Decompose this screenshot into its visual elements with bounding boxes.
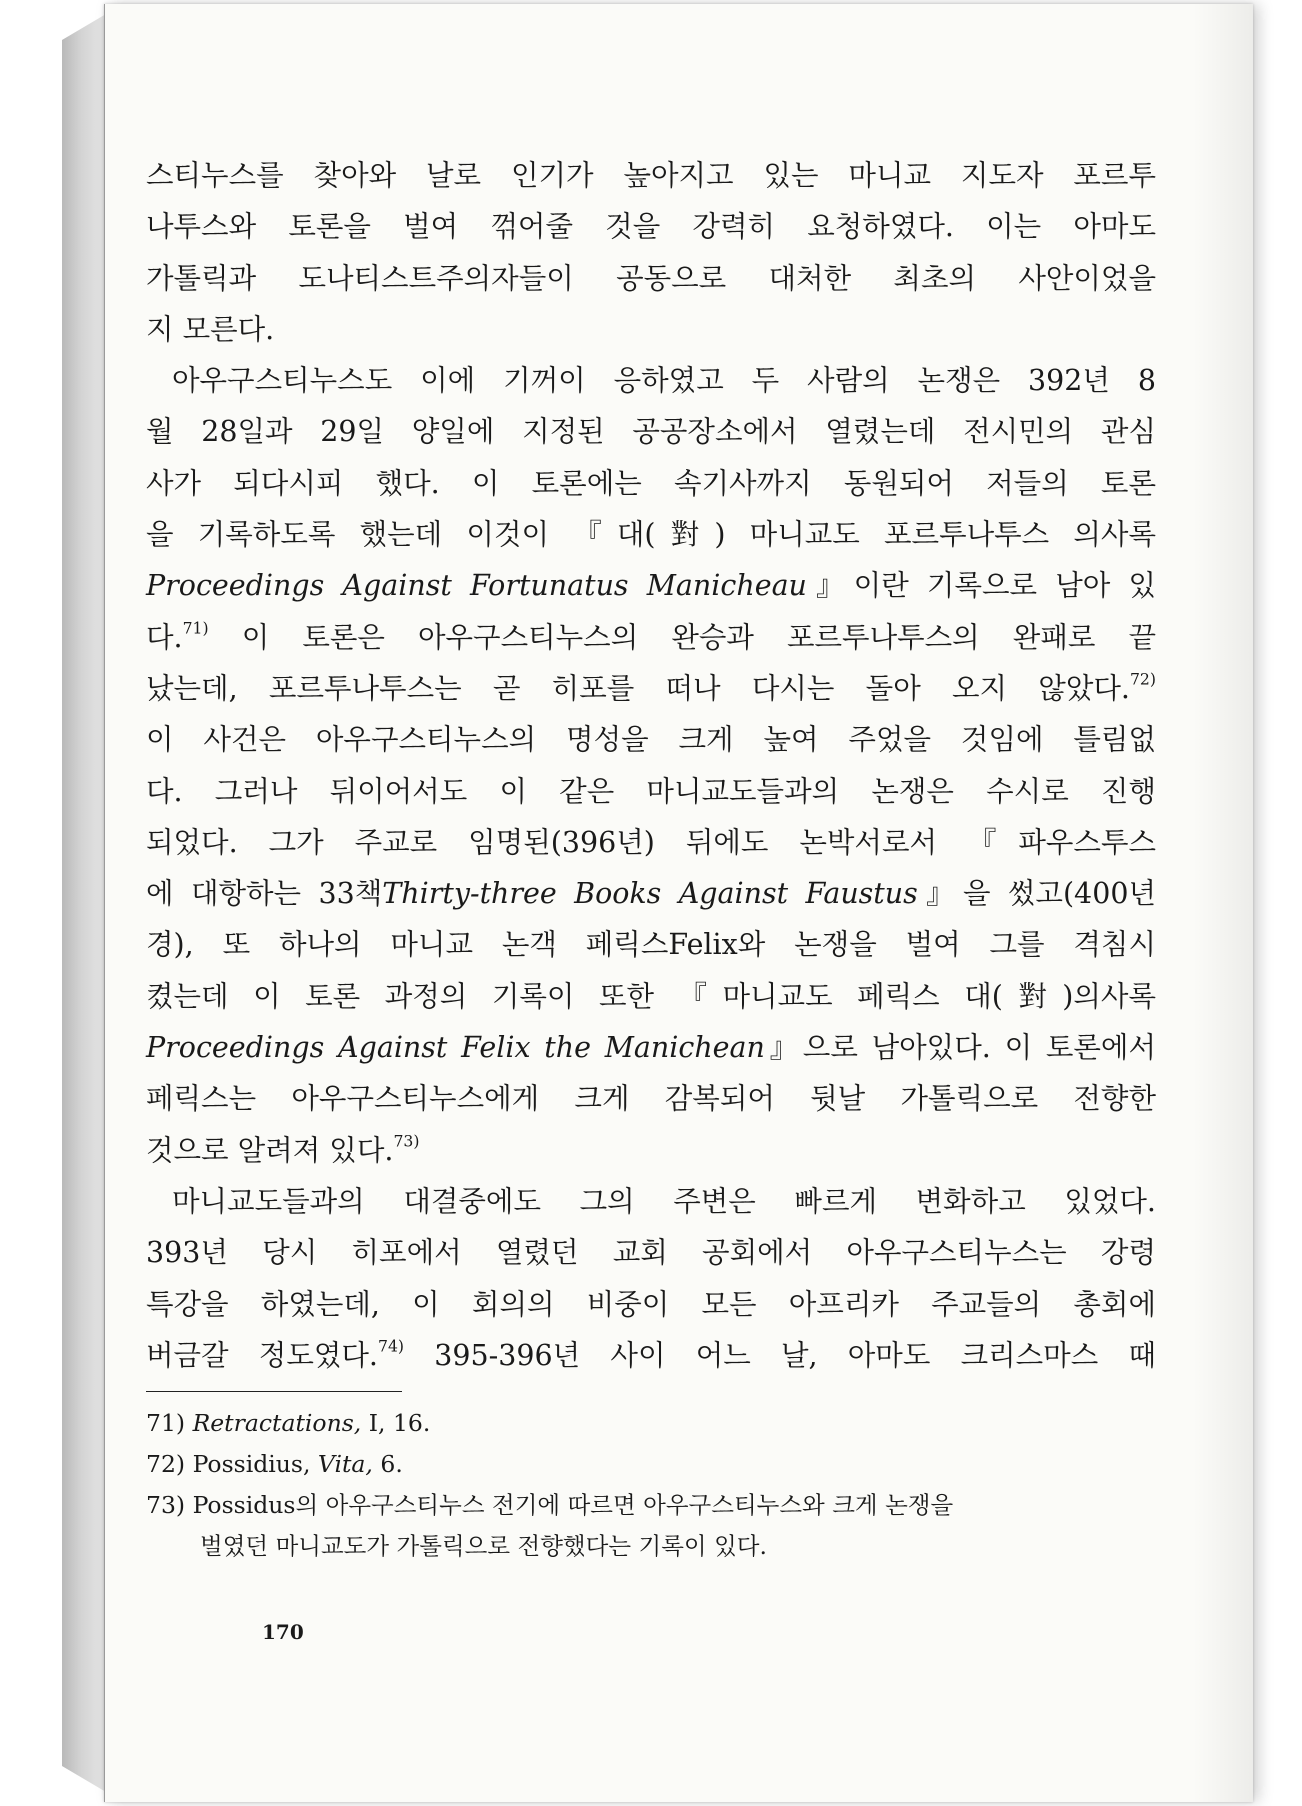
footnote-ref: 71) [182,618,209,638]
book-spine-edge [62,14,106,1792]
body-line: 다. 그러나 뒤이어서도 이 같은 마니교도들과의 논쟁은 수시로 진행 [146,774,1156,808]
text-run: 에 대항하는 33책 [146,877,383,911]
body-line: 특강을 하였는데, 이 회의의 비중이 모든 아프리카 주교들의 총회에 [146,1287,1156,1321]
body-text [146,150,1156,1381]
body-line [146,1022,1156,1073]
footnote [146,1485,1156,1526]
italic-title: Proceedings Against Fortunatus Manicheau [146,569,807,603]
italic-title: Vita, [317,1450,373,1478]
body-line: 나투스와 토론을 벌여 꺾어줄 것을 강력히 요청하였다. 이는 아마도 [146,210,1156,244]
body-line: 경), 또 하나의 마니교 논객 페릭스Felix와 논쟁을 벌여 그를 격침시 [146,928,1156,962]
footnote-ref: 72) [1129,669,1156,689]
footnote-divider [146,1391,402,1392]
body-line: 페릭스는 아우구스티누스에게 크게 감복되어 뒷날 가톨릭으로 전향한 [146,1082,1156,1116]
footnotes [146,1403,1156,1567]
body-line [146,560,1156,611]
text-run: Possidius, [192,1450,318,1478]
body-line: 스티누스를 찾아와 날로 인기가 높아지고 있는 마니교 지도자 포르투 [146,159,1156,192]
footnote [146,1444,1156,1485]
body-line: 마니교도들과의 대결중에도 그의 주변은 빠르게 변화하고 있었다. [172,1184,1156,1218]
italic-title: Thirty-three Books Against Faustus [382,877,918,911]
footnote-ref: 73) [393,1131,420,1151]
body-line: 393년 당시 히포에서 열렸던 교회 공회에서 아우구스티누스는 강령 [146,1236,1156,1270]
text-run: 』을 썼고(400년 [917,877,1156,911]
text-run: 6. [372,1450,403,1478]
text-run: 이 토론은 아우구스티누스의 완승과 포르투나투스의 완패로 끝 [208,620,1156,654]
text-run: 버금갈 정도였다. [146,1338,378,1372]
page-shading [1193,4,1253,1802]
body-line: 가톨릭과 도나티스트주의자들이 공동으로 대처한 최초의 사안이었을 [146,261,1156,295]
body-line: 을 기록하도록 했는데 이것이 『대(對) 마니교도 포르투나투스 의사록 [146,518,1156,552]
text-run: 것으로 알려져 있다. [146,1133,394,1167]
body-line [146,1330,1156,1381]
footnote-continuation: 벌였던 마니교도가 가톨릭으로 전향했다는 기록이 있다. [200,1532,767,1560]
page-number: 170 [262,1620,304,1644]
body-line [146,663,1156,714]
text-run: 』이란 기록으로 남아 있 [806,569,1156,603]
text-run: 다. [146,620,183,654]
body-line [146,1125,1156,1176]
footnote [146,1403,1156,1444]
text-run: 』으로 남아있다. 이 토론에서 [764,1031,1156,1065]
body-line: 지 모른다. [146,312,275,346]
text-run: 395-396년 사이 어느 날, 아마도 크리스마스 때 [404,1338,1156,1372]
footnote-number: 73) [146,1491,186,1519]
italic-title: Proceedings Against Felix the Manichean [146,1031,765,1065]
footnote-number: 72) [146,1450,186,1478]
body-line: 켰는데 이 토론 과정의 기록이 또한 『마니교도 페릭스 대(對)의사록 [146,979,1156,1013]
text-run: 났는데, 포르투나투스는 곧 히포를 떠나 다시는 돌아 오지 않았다. [146,671,1130,705]
footnote-number: 71) [146,1409,186,1437]
body-line: 되었다. 그가 주교로 임명된(396년) 뒤에도 논박서로서 『파우스투스 [146,825,1156,859]
body-line: 아우구스티누스도 이에 기꺼이 응하였고 두 사람의 논쟁은 392년 8 [172,364,1156,398]
text-run: Possidus의 아우구스티누스 전기에 따르면 아우구스티누스와 크게 논쟁을 [192,1491,954,1519]
text-run: Ⅰ, 16. [361,1409,431,1437]
body-line [146,612,1156,663]
body-line [146,868,1156,919]
body-line: 사가 되다시피 했다. 이 토론에는 속기사까지 동원되어 저들의 토론 [146,466,1156,500]
body-line: 이 사건은 아우구스티누스의 명성을 크게 높여 주었을 것임에 틀림없 [146,723,1156,757]
footnote-ref: 74) [378,1336,405,1356]
body-line: 월 28일과 29일 양일에 지정된 공공장소에서 열렸는데 전시민의 관심 [146,415,1156,449]
italic-title: Retractations, [192,1409,362,1437]
